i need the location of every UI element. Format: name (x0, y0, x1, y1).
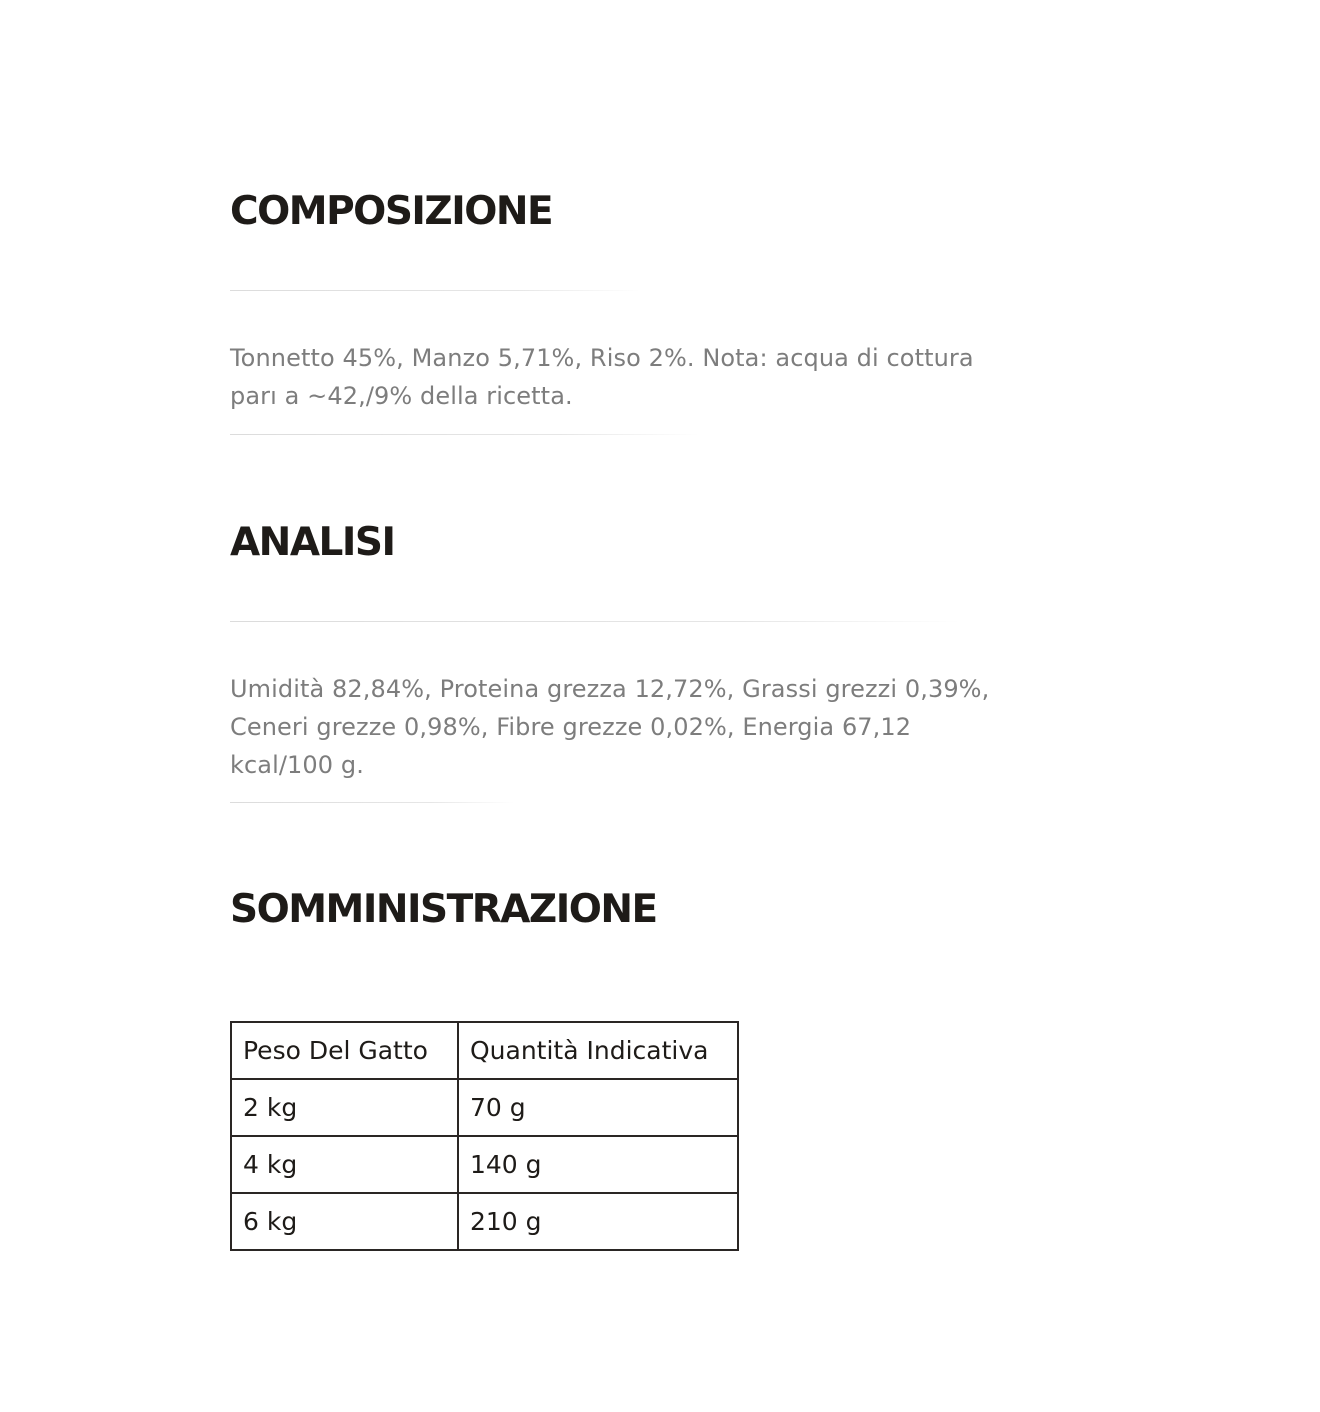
header-cat-weight: Peso Del Gatto (231, 1022, 458, 1079)
composizione-title: COMPOSIZIONE (230, 189, 553, 234)
table-row (231, 1079, 738, 1136)
quantity-cell: 210 g (458, 1193, 738, 1250)
divider (230, 434, 700, 435)
quantity-cell: 140 g (458, 1136, 738, 1193)
cat-weight-cell: 2 kg (231, 1079, 458, 1136)
divider (230, 802, 515, 803)
table-row (231, 1193, 738, 1250)
table-row (231, 1136, 738, 1193)
analisi-title: ANALISI (230, 520, 395, 565)
divider (230, 290, 640, 291)
feeding-table (230, 1021, 739, 1251)
divider (230, 621, 960, 622)
composizione-text: Tonnetto 45%, Manzo 5,71%, Riso 2%. Nota: acqua di cottura parı a ~42,/9% della ricetta. (230, 344, 974, 410)
cat-weight-cell: 4 kg (231, 1136, 458, 1193)
cat-weight-cell: 6 kg (231, 1193, 458, 1250)
table-header-row (231, 1022, 738, 1079)
quantity-cell: 70 g (458, 1079, 738, 1136)
header-indicative-quantity: Quantità Indicativa (458, 1022, 738, 1079)
analisi-text: Umidità 82,84%, Proteina grezza 12,72%, Grassi grezzi 0,39%, Ceneri grezze 0,98%, Fibre grezze 0,02%, Energia 67,12 kcal/100 g. (230, 675, 990, 779)
somministrazione-title: SOMMINISTRAZIONE (230, 887, 657, 932)
